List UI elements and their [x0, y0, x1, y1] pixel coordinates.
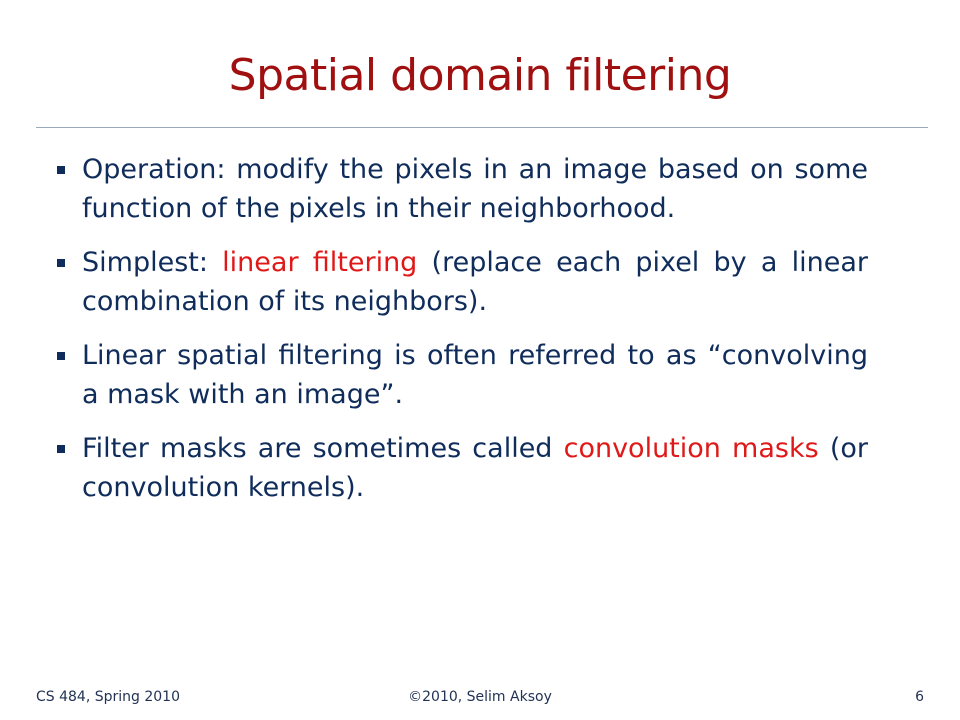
square-bullet-icon — [57, 445, 65, 453]
footer-course: CS 484, Spring 2010 — [36, 689, 180, 705]
bullet-text: Linear spatial filtering is often referred to as “convolving a mask with an image”. — [82, 340, 868, 410]
bullet-item — [48, 243, 868, 321]
title-divider — [36, 127, 928, 128]
square-bullet-icon — [57, 352, 65, 360]
square-bullet-icon — [57, 259, 65, 267]
bullet-list — [48, 150, 868, 522]
footer-page-number: 6 — [915, 689, 924, 705]
bullet-text: (or convolution kernels). — [82, 433, 868, 503]
bullet-text: Operation: modify the pixels in an image based on some function of the pixels in their neighborhood. — [82, 154, 868, 224]
bullet-item — [48, 150, 868, 228]
bullet-item — [48, 336, 868, 414]
highlighted-term: linear filtering — [222, 247, 418, 278]
highlighted-term: convolution masks — [563, 433, 819, 464]
slide-title: Spatial domain filtering — [228, 50, 732, 101]
bullet-item — [48, 429, 868, 507]
bullet-text: Simplest: — [82, 247, 223, 278]
bullet-text: (replace each pixel by a linear combination of its neighbors). — [82, 247, 868, 317]
square-bullet-icon — [57, 166, 65, 174]
footer-copyright: ©2010, Selim Aksoy — [408, 689, 552, 705]
bullet-text: Filter masks are sometimes called — [82, 433, 564, 464]
